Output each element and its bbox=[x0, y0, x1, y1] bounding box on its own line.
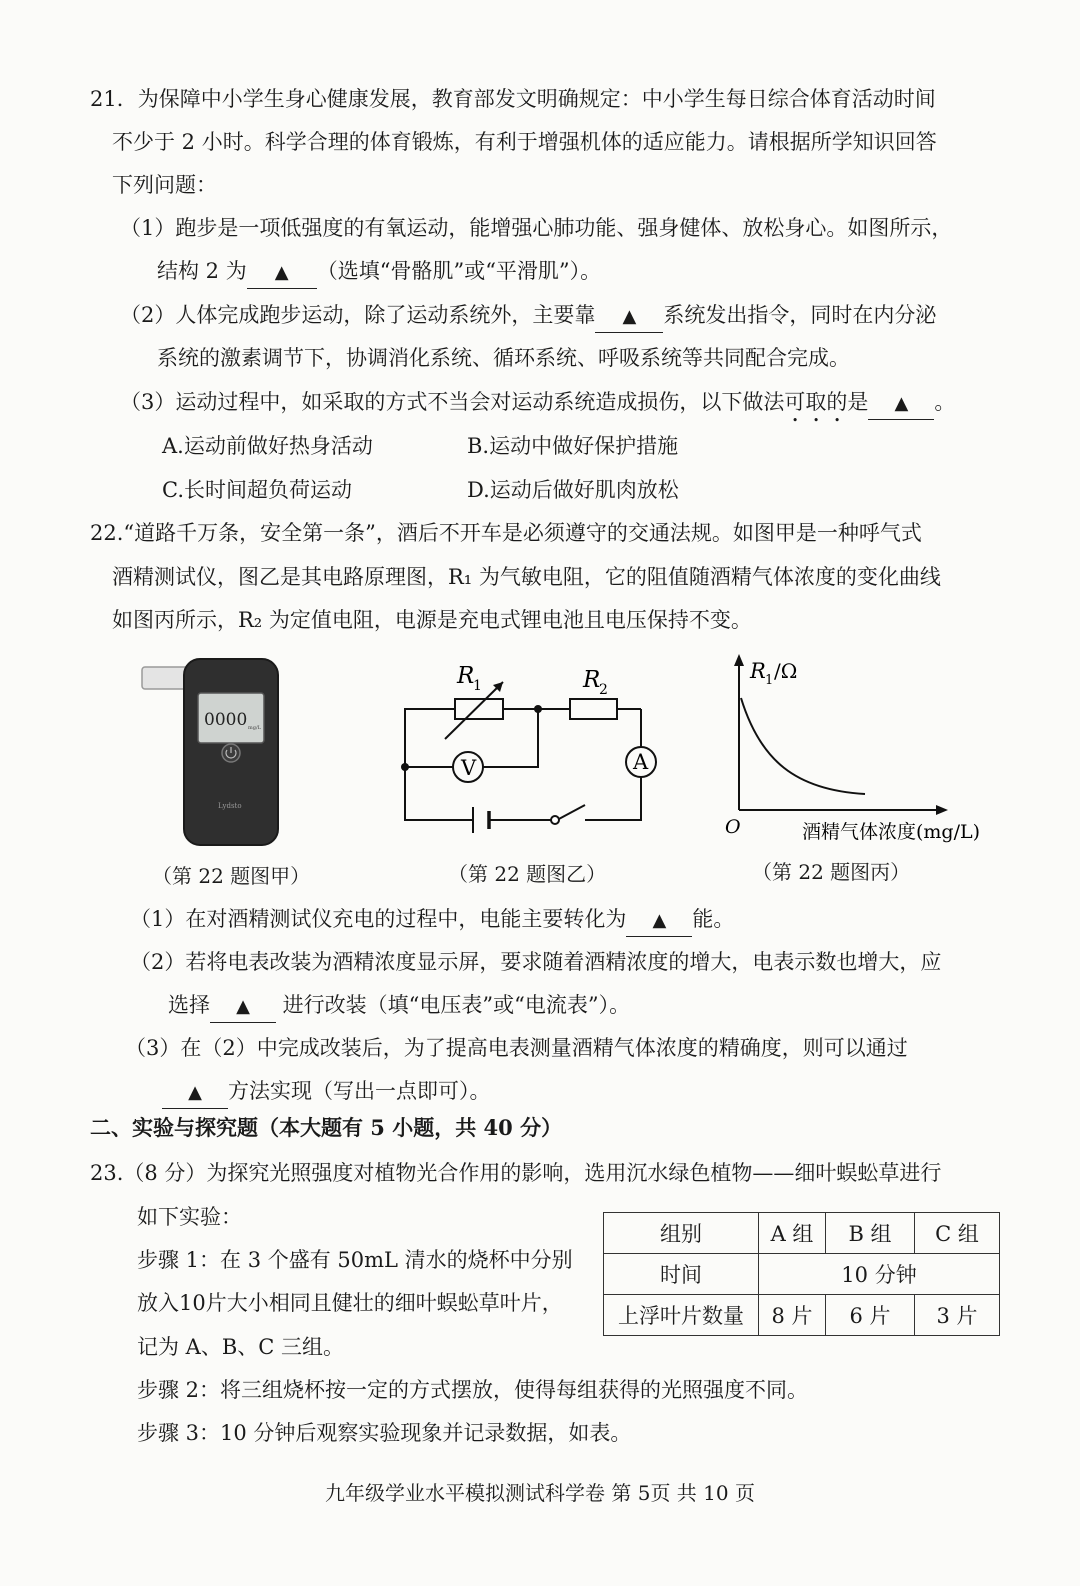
voltmeter-label: V bbox=[461, 756, 477, 780]
blank-triangle-icon: ▲ bbox=[894, 393, 909, 414]
page-footer: 九年级学业水平模拟测试科学卷 第 5页 共 10 页 bbox=[325, 1481, 755, 1505]
q22-sub2-line2 bbox=[168, 990, 630, 1023]
q22-line1: 22.“道路千万条，安全第一条”，酒后不开车是必须遵守的交通法规。如图甲是一种呼气式 bbox=[90, 521, 922, 545]
device-display-value: 0000 bbox=[204, 710, 248, 730]
blank-triangle-icon: ▲ bbox=[236, 996, 250, 1017]
q22-sub1 bbox=[130, 904, 734, 937]
table-header-cell: C 组 bbox=[915, 1213, 1000, 1254]
caption-figure-c: （第 22 题图丙） bbox=[752, 860, 911, 884]
table-cell: 10 分钟 bbox=[759, 1254, 1000, 1295]
blank-triangle-icon: ▲ bbox=[274, 262, 289, 283]
q23-step1-line1: 步骤 1：在 3 个盛有 50mL 清水的烧杯中分别 bbox=[137, 1248, 573, 1272]
answer-blank[interactable] bbox=[162, 1076, 228, 1109]
q21-line3: 下列问题： bbox=[112, 173, 217, 197]
table-cell: 8 片 bbox=[759, 1295, 826, 1336]
q21-part1-line1: （1）跑步是一项低强度的有氧运动，能增强心肺功能、强身健体、放松身心。如图所示， bbox=[120, 216, 953, 240]
q23-step2: 步骤 2：将三组烧杯按一定的方式摆放，使得每组获得的光照强度不同。 bbox=[137, 1378, 809, 1402]
q22-sub1-text: （1）在对酒精测试仪充电的过程中，电能主要转化为 bbox=[130, 907, 627, 931]
y-axis-label-sub: 1 bbox=[765, 673, 774, 688]
table-row bbox=[604, 1254, 1000, 1295]
r2-sub: 2 bbox=[599, 682, 608, 698]
q23-line1: 23.（8 分）为探究光照强度对植物光合作用的影响，选用沉水绿色植物——细叶蜈蚣草进行 bbox=[90, 1161, 942, 1185]
q23-step1-line3: 记为 A、B、C 三组。 bbox=[137, 1335, 345, 1359]
r2-label: R bbox=[583, 667, 601, 693]
q21-part2-line1 bbox=[120, 300, 936, 333]
q21-part3-text-2: 是 bbox=[847, 390, 869, 414]
q22-sub3-line1: （3）在（2）中完成改装后，为了提高电表测量酒精气体浓度的精确度，则可以通过 bbox=[125, 1036, 908, 1060]
resistor-r2-icon bbox=[570, 699, 617, 719]
q22-sub1-end: 能。 bbox=[692, 907, 735, 931]
option-a: A.运动前做好热身活动 bbox=[162, 434, 373, 458]
q21-line2: 不少于 2 小时。科学合理的体育锻炼，有利于增强机体的适应能力。请根据所学知识回答 bbox=[112, 130, 937, 154]
answer-blank[interactable] bbox=[247, 256, 317, 289]
blank-triangle-icon: ▲ bbox=[652, 910, 667, 931]
x-axis-label: 酒精气体浓度(mg/L) bbox=[802, 821, 981, 843]
resistance-graph bbox=[720, 650, 1005, 850]
r1-sub: 1 bbox=[473, 678, 482, 694]
blank-triangle-icon: ▲ bbox=[622, 306, 637, 327]
caption-figure-b: （第 22 题图乙） bbox=[448, 862, 607, 886]
q21-part1-text-end: （选填“骨骼肌”或“平滑肌”）。 bbox=[316, 259, 602, 283]
option-d: D.运动后做好肌肉放松 bbox=[467, 478, 679, 502]
y-axis-label: R bbox=[750, 659, 766, 683]
q21-part3-text: （3）运动过程中，如采取的方式不当会对运动系统造成损伤，以下做法 bbox=[120, 390, 785, 414]
table-cell: 6 片 bbox=[826, 1295, 915, 1336]
table-header-cell: 组别 bbox=[604, 1213, 759, 1254]
answer-blank[interactable] bbox=[595, 300, 663, 333]
q21-line1: 21．为保障中小学生身心健康发展，教育部发文明确规定：中小学生每日综合体育活动时间 bbox=[90, 87, 936, 111]
blank-triangle-icon: ▲ bbox=[188, 1082, 202, 1103]
circuit-diagram bbox=[395, 655, 670, 840]
table-cell: 时间 bbox=[604, 1254, 759, 1295]
r1-label: R bbox=[457, 663, 475, 689]
q22-sub3-end: 方法实现（写出一点即可）。 bbox=[228, 1079, 491, 1103]
emphasis-text: 可取的 bbox=[784, 390, 848, 414]
option-c: C.长时间超负荷运动 bbox=[162, 478, 352, 502]
q21-part1-line2 bbox=[157, 256, 601, 289]
answer-blank[interactable] bbox=[626, 904, 692, 937]
q22-sub2-line1: （2）若将电表改装为酒精浓度显示屏，要求随着酒精浓度的增大，电表示数也增大，应 bbox=[130, 950, 942, 974]
breathalyzer-figure bbox=[140, 655, 285, 850]
resistor-r1-icon bbox=[455, 699, 503, 719]
table-row bbox=[604, 1295, 1000, 1336]
q23-step3: 步骤 3：10 分钟后观察实验现象并记录数据，如表。 bbox=[137, 1421, 632, 1445]
device-brand: Lydsto bbox=[218, 802, 242, 810]
q23-line2: 如下实验： bbox=[137, 1205, 242, 1229]
table-row bbox=[604, 1213, 1000, 1254]
q21-part2-text-end: 系统发出指令，同时在内分泌 bbox=[663, 303, 937, 327]
results-table bbox=[603, 1212, 1000, 1336]
q21-part3-end: 。 bbox=[934, 390, 956, 414]
table-header-cell: A 组 bbox=[759, 1213, 826, 1254]
q21-part1-text: 结构 2 为 bbox=[157, 259, 247, 283]
q21-part2-text: （2）人体完成跑步运动，除了运动系统外，主要靠 bbox=[120, 303, 596, 327]
section-heading: 二、实验与探究题（本大题有 5 小题，共 40 分） bbox=[90, 1115, 563, 1140]
q23-step1-line2: 放入10片大小相同且健壮的细叶蜈蚣草叶片， bbox=[137, 1291, 563, 1315]
q22-sub2-text: 选择 bbox=[168, 993, 210, 1017]
switch-icon bbox=[557, 805, 585, 820]
ammeter-label: A bbox=[633, 750, 649, 774]
q22-sub3-line2 bbox=[162, 1076, 491, 1109]
q21-part3 bbox=[120, 387, 955, 427]
table-cell: 3 片 bbox=[915, 1295, 1000, 1336]
caption-figure-a: （第 22 题图甲） bbox=[152, 864, 311, 888]
table-cell: 上浮叶片数量 bbox=[604, 1295, 759, 1336]
origin-label: O bbox=[725, 816, 741, 838]
device-unit: mg/L bbox=[248, 725, 261, 731]
q22-line3: 如图丙所示，R₂ 为定值电阻，电源是充电式锂电池且电压保持不变。 bbox=[112, 608, 752, 632]
table-header-cell: B 组 bbox=[826, 1213, 915, 1254]
q22-sub2-end: 进行改装（填“电压表”或“电流表”）。 bbox=[276, 993, 631, 1017]
q21-part2-line2: 系统的激素调节下，协调消化系统、循环系统、呼吸系统等共同配合完成。 bbox=[157, 346, 850, 370]
answer-blank[interactable] bbox=[868, 387, 934, 420]
option-b: B.运动中做好保护措施 bbox=[467, 434, 679, 458]
answer-blank[interactable] bbox=[210, 990, 276, 1023]
y-axis-label-unit: /Ω bbox=[774, 659, 798, 683]
q22-line2: 酒精测试仪，图乙是其电路原理图，R₁ 为气敏电阻，它的阻值随酒精气体浓度的变化曲线 bbox=[112, 565, 941, 589]
resistance-curve bbox=[741, 698, 865, 794]
